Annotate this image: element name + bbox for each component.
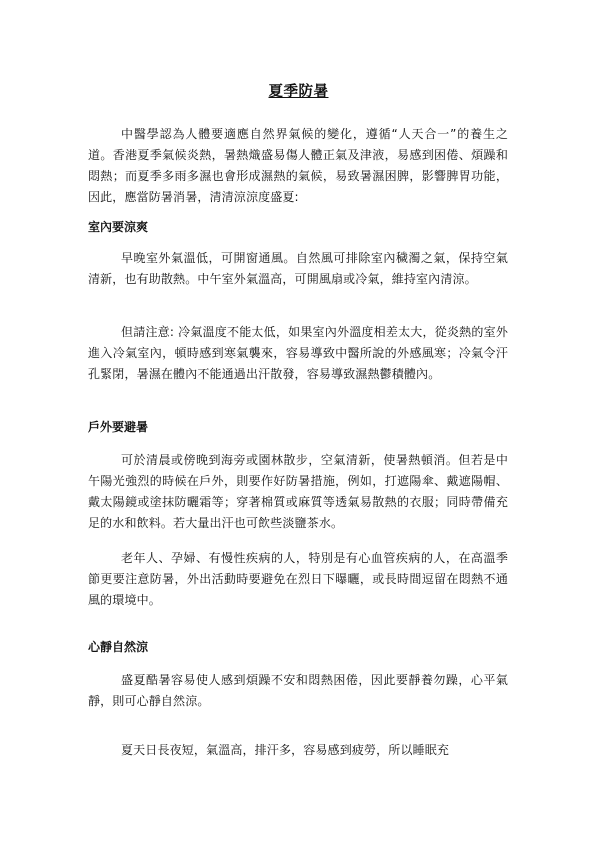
section-heading-outdoor: 戶外要避暑	[88, 420, 149, 434]
section-heading-indoor: 室內要涼爽	[88, 220, 149, 234]
section-paragraph: 盛夏酷暑容易使人感到煩躁不安和悶熱困倦，因此要靜養勿躁，心平氣靜，則可心靜自然涼。	[88, 673, 508, 708]
intro-paragraph: 中醫學認為人體要適應自然界氣候的變化，遵循“人天合一”的養生之道。香港夏季氣候炎熱，暑熱熾盛易傷人體正氣及津液，易感到困倦、煩躁和悶熱；而夏季多雨多濕也會形成濕熱的氣候，易致暑濕困脾，影響脾胃功能，因此，應當防暑消暑，清清涼涼度盛夏:	[88, 127, 508, 204]
section-heading-calm: 心靜自然涼	[88, 640, 149, 654]
section-paragraph: 但請注意: 冷氣溫度不能太低，如果室內外溫度相差太大，從炎熱的室外進入冷氣室內，頓時感到寒氣襲來，容易導致中醫所說的外感風寒；冷氣令汗孔緊閉，暑濕在體內不能通過出汗散發，容易導致濕熱鬱積體內。	[88, 325, 508, 381]
document-title: 夏季防暑	[268, 84, 329, 100]
section-paragraph: 可於清晨或傍晚到海旁或園林散步，空氣清新，使暑熱頓消。但若是中午陽光強烈的時候在戶外，則要作好防暑措施，例如，打遮陽傘、戴遮陽帽、戴太陽鏡或塗抹防曬霜等；穿著棉質或麻質等透氣易散熱的衣服；同時帶備充足的水和飲料。若大量出汗也可飲些淡鹽茶水。	[88, 453, 508, 530]
section-paragraph: 早晚室外氣溫低，可開窗通風。自然風可排除室內穢濁之氣，保持空氣清新，也有助散熱。中午室外氣溫高，可開風扇或冷氣，維持室內清涼。	[88, 251, 508, 286]
section-paragraph: 老年人、孕婦、有慢性疾病的人，特別是有心血管疾病的人，在高溫季節更要注意防暑，外出活動時要避免在烈日下曝曬，或長時間逗留在悶熱不通風的環境中。	[88, 551, 508, 607]
section-paragraph: 夏天日長夜短，氣溫高，排汗多，容易感到疲勞，所以睡眠充	[121, 743, 450, 757]
